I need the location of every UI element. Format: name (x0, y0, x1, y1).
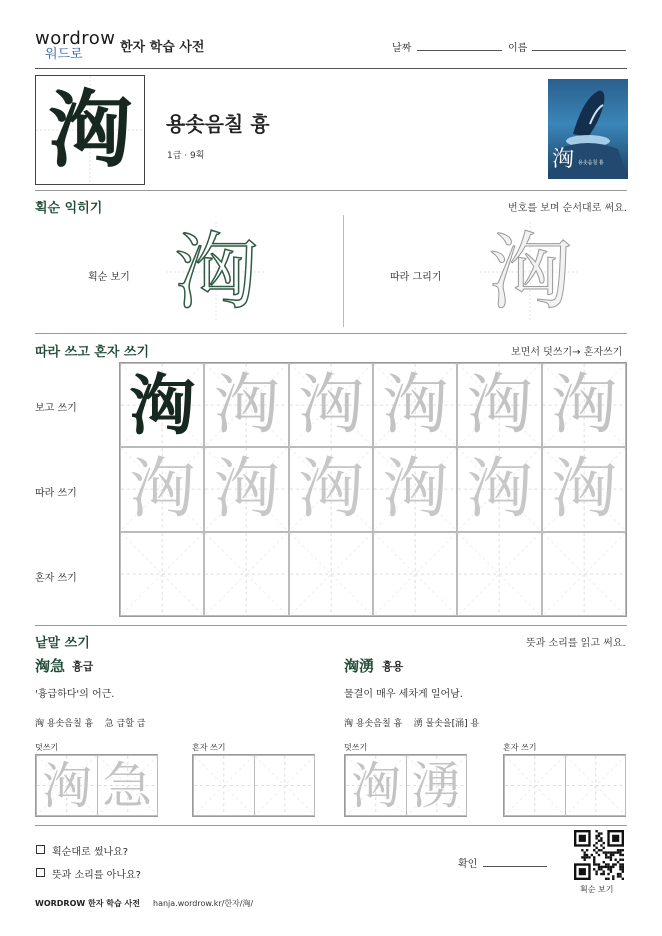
footer-url[interactable]: hanja.wordrow.kr/한자/洶/ (153, 899, 254, 908)
stroke-section-hint: 번호를 보며 순서대로 써요. (508, 203, 627, 214)
date-label: 날짜 (392, 43, 412, 54)
word-reading: 흉급 (72, 660, 94, 673)
practice-row-label: 보고 쓰기 (35, 403, 77, 414)
practice-cell[interactable] (204, 532, 288, 616)
word-meaning: 물결이 매우 세차게 일어남. (344, 689, 463, 700)
stroke-divider (343, 215, 344, 327)
practice-cell[interactable] (120, 532, 204, 616)
hero-meta: 1급 · 9획 (167, 151, 205, 161)
cell-guide-lines (121, 533, 203, 615)
cell-guide-lines (505, 756, 565, 815)
practice-cell[interactable] (373, 447, 457, 531)
practice-character: 洶 (466, 366, 533, 444)
practice-cell[interactable] (204, 363, 288, 447)
word-detail: 洶 용솟음칠 흉 湧 물솟을[涌] 용 (344, 719, 480, 729)
word-self-label: 혼자 쓰기 (192, 743, 226, 752)
check1-checkbox[interactable] (36, 845, 45, 854)
word-cell[interactable] (254, 755, 316, 816)
word-meaning: '흉급하다'의 어근. (35, 689, 115, 700)
header-divider (35, 68, 627, 69)
words-section-divider (35, 825, 627, 826)
practice-section-divider (35, 625, 627, 626)
practice-cell[interactable] (542, 447, 626, 531)
word-self-box[interactable] (192, 754, 315, 817)
cell-guide-lines (543, 533, 625, 615)
thumbnail-character: 洶 (552, 147, 575, 172)
word-detail: 洶 용솟음칠 흉 急 급할 급 (35, 719, 146, 729)
hero-thumbnail[interactable] (548, 79, 628, 179)
word-trace-character: 湧 (411, 756, 462, 815)
name-label: 이름 (508, 43, 528, 54)
word-hanja: 洶湧 (344, 657, 375, 675)
practice-row-label: 혼자 쓰기 (35, 573, 77, 584)
practice-character: 洶 (213, 366, 280, 444)
word-cell[interactable] (345, 755, 407, 816)
word-cell[interactable] (504, 755, 566, 816)
hero-character: 洶 (47, 80, 132, 179)
logo-wordmark: wordrow (35, 28, 116, 49)
word-reading: 흉용 (382, 660, 404, 673)
practice-cell[interactable] (120, 363, 204, 447)
practice-section-title: 따라 쓰고 혼자 쓰기 (35, 345, 150, 360)
cell-guide-lines (290, 533, 372, 615)
practice-character: 洶 (550, 450, 617, 528)
cell-guide-lines (205, 533, 287, 615)
stroke-trace-character: 洶 (487, 223, 572, 321)
stroke-section-divider (35, 333, 627, 334)
confirm-field[interactable] (483, 866, 547, 867)
word-self-box[interactable] (503, 754, 626, 817)
qr-label: 획순 보기 (580, 885, 614, 894)
word-trace-label: 덧쓰기 (35, 743, 59, 752)
confirm-label: 확인 (458, 859, 478, 870)
cell-guide-lines (255, 756, 315, 815)
practice-cell[interactable] (204, 447, 288, 531)
stroke-trace-box[interactable] (480, 222, 580, 322)
date-field[interactable] (417, 50, 502, 51)
words-section-hint: 뜻과 소리를 읽고 써요. (526, 638, 626, 649)
practice-cell[interactable] (457, 532, 541, 616)
header-title: 한자 학습 사전 (120, 40, 205, 55)
practice-cell[interactable] (289, 447, 373, 531)
hero-name: 용솟음칠 흉 (166, 112, 270, 136)
stroke-view-box (166, 222, 266, 322)
practice-cell[interactable] (457, 363, 541, 447)
practice-character: 洶 (129, 366, 196, 445)
practice-cell[interactable] (542, 363, 626, 447)
word-trace-character: 洶 (41, 756, 92, 815)
stroke-trace-label: 따라 그리기 (390, 272, 442, 283)
words-section-title: 낱말 쓰기 (35, 636, 90, 651)
thumbnail-caption: 용솟음칠 흉 (578, 160, 604, 166)
cell-guide-lines (194, 756, 254, 815)
practice-character: 洶 (382, 366, 449, 444)
practice-cell[interactable] (457, 447, 541, 531)
word-trace-box[interactable] (35, 754, 158, 817)
practice-character: 洶 (466, 450, 533, 528)
practice-row-label: 따라 쓰기 (35, 488, 77, 499)
word-cell[interactable] (193, 755, 255, 816)
word-self-label: 혼자 쓰기 (503, 743, 537, 752)
practice-cell[interactable] (542, 532, 626, 616)
word-cell[interactable] (36, 755, 98, 816)
name-field[interactable] (532, 50, 626, 51)
practice-grid (119, 362, 627, 617)
stroke-section-title: 획순 익히기 (35, 201, 103, 216)
practice-cell[interactable] (120, 447, 204, 531)
word-trace-label: 덧쓰기 (344, 743, 368, 752)
practice-character: 洶 (382, 450, 449, 528)
check2-label: 뜻과 소리를 아나요? (52, 870, 141, 881)
cell-guide-lines (458, 533, 540, 615)
practice-section-hint: 보면서 덧쓰기→ 혼자쓰기 (511, 347, 623, 358)
logo[interactable] (35, 30, 115, 64)
stroke-view-label: 획순 보기 (88, 272, 130, 283)
word-trace-box[interactable] (344, 754, 467, 817)
logo-hangul: 워드로 (45, 47, 83, 62)
word-hanja: 洶急 (35, 657, 66, 675)
practice-cell[interactable] (289, 363, 373, 447)
practice-character: 洶 (213, 450, 280, 528)
practice-cell[interactable] (373, 532, 457, 616)
stroke-view-character: 洶 (173, 223, 258, 321)
practice-cell[interactable] (373, 363, 457, 447)
qr-code-icon (574, 830, 624, 880)
practice-character: 洶 (129, 450, 196, 528)
word-trace-character: 洶 (350, 756, 401, 815)
cell-guide-lines (374, 533, 456, 615)
word-cell[interactable] (406, 755, 468, 816)
cell-guide-lines (566, 756, 626, 815)
word-cell[interactable] (97, 755, 159, 816)
footer-brand: WORDROW 한자 학습 사전 (35, 899, 140, 908)
practice-character: 洶 (297, 366, 364, 444)
word-trace-character: 急 (102, 756, 153, 815)
practice-character: 洶 (550, 366, 617, 444)
check2-checkbox[interactable] (36, 868, 45, 877)
qr-code[interactable] (574, 830, 624, 880)
check1-label: 획순대로 썼나요? (52, 847, 129, 858)
hero-divider (35, 190, 627, 191)
hero-character-box (35, 75, 145, 185)
word-cell[interactable] (565, 755, 627, 816)
practice-character: 洶 (297, 450, 364, 528)
practice-cell[interactable] (289, 532, 373, 616)
